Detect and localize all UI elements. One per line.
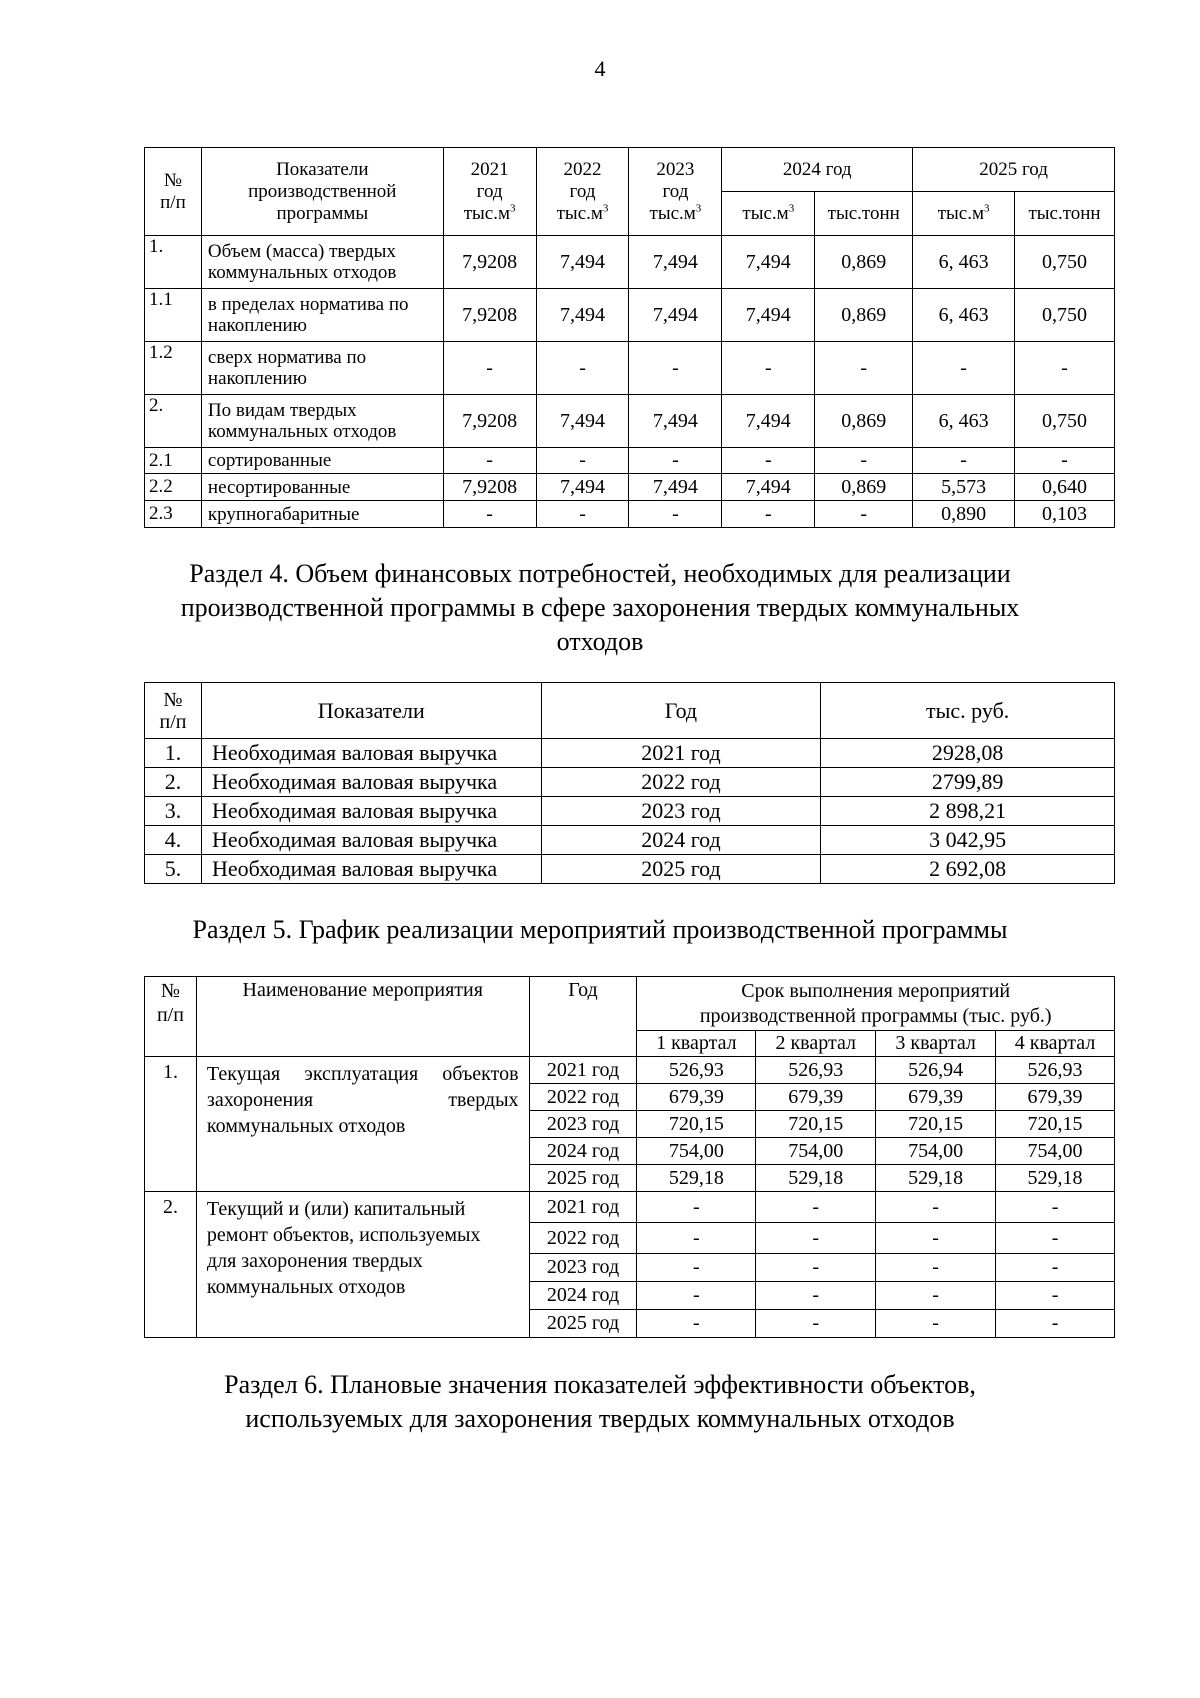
cell-value: 526,93	[756, 1057, 876, 1084]
cell-value: -	[815, 448, 913, 474]
activity-name-line: Текущий и (или) капитальный	[206, 1198, 466, 1220]
table-row	[145, 501, 1115, 528]
cell-value: 7,9208	[443, 236, 536, 289]
cell-value: 529,18	[996, 1165, 1115, 1192]
table-row	[145, 826, 1115, 855]
cell-value: -	[756, 1282, 876, 1310]
cell-value: -	[536, 448, 629, 474]
cell-value: 7,494	[722, 289, 815, 342]
page-number: 4	[594, 56, 606, 81]
table-row	[145, 395, 1115, 448]
activity-name-line: Текущая эксплуатация объектов	[206, 1063, 519, 1085]
cell-value: 679,39	[876, 1084, 996, 1111]
table-row	[145, 855, 1115, 884]
col-header-term: Срок выполнения мероприятий производственной программы (тыс. руб.)	[637, 977, 1115, 1031]
cell-value: -	[1015, 342, 1115, 395]
cell-value: -	[876, 1223, 996, 1254]
col-header-2024: 2024 год	[722, 148, 913, 192]
col-header-q4: 4 квартал	[996, 1031, 1115, 1057]
col-header-2025: 2025 год	[913, 148, 1115, 192]
cell-value: 0,750	[1015, 395, 1115, 448]
row-number: 4.	[145, 826, 202, 855]
cell-value: 7,9208	[443, 289, 536, 342]
cell-value: -	[996, 1223, 1115, 1254]
row-number: 2.1	[145, 448, 202, 474]
section-5-title: Раздел 5. График реализации мероприятий производственной программы	[192, 915, 1008, 944]
unit-header-tonnes: тыс.тонн	[815, 192, 913, 236]
col-header-q3: 3 квартал	[876, 1031, 996, 1057]
cell-value: 754,00	[996, 1138, 1115, 1165]
cell-value: -	[876, 1192, 996, 1223]
activity-name	[196, 1057, 529, 1192]
cell-value: -	[756, 1192, 876, 1223]
table-row	[145, 289, 1115, 342]
row-year: 2022 год	[541, 768, 821, 797]
col-header-year: Год	[541, 683, 821, 739]
cell-value: 679,39	[756, 1084, 876, 1111]
cell-value: -	[722, 448, 815, 474]
section-4-title: Раздел 4. Объем финансовых потребностей, необходимых для реализации производственной программы в сфере захоронения твердых коммунальных отходов	[180, 559, 1020, 656]
row-number: 2.	[145, 768, 202, 797]
cell-value: 7,494	[536, 395, 629, 448]
cell-value: 7,494	[536, 236, 629, 289]
cell-value: 720,15	[637, 1111, 756, 1138]
activity-name-line: коммунальных отходов	[206, 1276, 406, 1298]
cell-value: -	[756, 1223, 876, 1254]
cell-value: 6, 463	[913, 236, 1015, 289]
row-year: 2025 год	[529, 1310, 637, 1338]
table-row	[145, 342, 1115, 395]
row-label: в пределах норматива по накоплению	[201, 289, 443, 342]
row-number: 1.	[145, 1057, 197, 1192]
cell-value: -	[756, 1254, 876, 1282]
activity-name	[196, 1192, 529, 1338]
cell-value: 526,93	[996, 1057, 1115, 1084]
cell-value: -	[443, 501, 536, 528]
cell-value: -	[637, 1254, 756, 1282]
col-header-q2: 2 квартал	[756, 1031, 876, 1057]
cell-value: 529,18	[637, 1165, 756, 1192]
cell-value: -	[629, 501, 722, 528]
cell-value: -	[536, 342, 629, 395]
schedule-table	[144, 976, 1115, 1338]
row-number: 2.3	[145, 501, 202, 528]
cell-value: 529,18	[756, 1165, 876, 1192]
cell-value: 0,750	[1015, 236, 1115, 289]
table-row	[145, 1192, 1115, 1223]
cell-value: -	[876, 1310, 996, 1338]
row-year: 2024 год	[541, 826, 821, 855]
cell-value: -	[629, 342, 722, 395]
col-header-2021: 2021 год $тыс.м^3$	[443, 148, 536, 236]
cell-value: -	[876, 1254, 996, 1282]
table-row	[145, 236, 1115, 289]
row-number: 1.2	[145, 342, 202, 395]
cell-value: 0,869	[815, 236, 913, 289]
cell-value: 7,9208	[443, 395, 536, 448]
row-year: 2025 год	[541, 855, 821, 884]
col-header-num: № п/п	[145, 148, 202, 236]
cell-value: -	[996, 1282, 1115, 1310]
row-label: сортированные	[201, 448, 443, 474]
cell-value: 7,494	[536, 289, 629, 342]
row-value: 2 692,08	[821, 855, 1115, 884]
cell-value: 6, 463	[913, 289, 1015, 342]
activity-name-line: ремонт объектов, используемых	[206, 1224, 481, 1246]
table-row	[145, 739, 1115, 768]
row-number: 2.	[145, 395, 202, 448]
row-year: 2024 год	[529, 1282, 637, 1310]
table-row	[145, 1057, 1115, 1084]
cell-value: 7,494	[629, 289, 722, 342]
cell-value: 7,494	[536, 474, 629, 501]
cell-value: 754,00	[876, 1138, 996, 1165]
col-header-indicator: Показатели	[201, 683, 541, 739]
cell-value: 754,00	[756, 1138, 876, 1165]
cell-value: -	[815, 501, 913, 528]
cell-value: -	[756, 1310, 876, 1338]
cell-value: -	[913, 342, 1015, 395]
table-row	[145, 768, 1115, 797]
financial-needs-table	[144, 682, 1115, 884]
row-label: несортированные	[201, 474, 443, 501]
cell-value: 679,39	[637, 1084, 756, 1111]
row-year: 2023 год	[529, 1111, 637, 1138]
cell-value: -	[996, 1254, 1115, 1282]
row-number: 5.	[145, 855, 202, 884]
row-number: 1.	[145, 739, 202, 768]
cell-value: 720,15	[756, 1111, 876, 1138]
row-year: 2024 год	[529, 1138, 637, 1165]
cell-value: -	[637, 1223, 756, 1254]
cell-value: 7,494	[629, 236, 722, 289]
table-row	[145, 474, 1115, 501]
cell-value: 720,15	[876, 1111, 996, 1138]
row-year: 2022 год	[529, 1223, 637, 1254]
cell-value: 0,103	[1015, 501, 1115, 528]
cell-value: 526,93	[637, 1057, 756, 1084]
col-header-2023: 2023 год $тыс.м^3$	[629, 148, 722, 236]
row-value: 3 042,95	[821, 826, 1115, 855]
cell-value: 679,39	[996, 1084, 1115, 1111]
row-number: 2.	[145, 1192, 197, 1338]
cell-value: -	[722, 501, 815, 528]
col-header-q1: 1 квартал	[637, 1031, 756, 1057]
row-number: 2.2	[145, 474, 202, 501]
cell-value: -	[1015, 448, 1115, 474]
row-label: По видам твердых коммунальных отходов	[201, 395, 443, 448]
cell-value: -	[443, 342, 536, 395]
row-label: Необходимая валовая выручка	[201, 739, 541, 768]
cell-value: 720,15	[996, 1111, 1115, 1138]
col-header-num: № п/п	[145, 977, 197, 1057]
cell-value: 7,494	[629, 474, 722, 501]
cell-value: -	[637, 1192, 756, 1223]
production-program-table	[144, 147, 1115, 528]
row-year: 2021 год	[541, 739, 821, 768]
col-header-value: тыс. руб.	[821, 683, 1115, 739]
row-label: Объем (масса) твердых коммунальных отходов	[201, 236, 443, 289]
section-6-title: Раздел 6. Плановые значения показателей эффективности объектов, используемых для захоронения твердых коммунальных отходов	[224, 1370, 976, 1433]
row-label: Необходимая валовая выручка	[201, 855, 541, 884]
col-header-2022: 2022 год $тыс.м^3$	[536, 148, 629, 236]
row-value: 2 898,21	[821, 797, 1115, 826]
cell-value: 0,869	[815, 474, 913, 501]
row-value: 2928,08	[821, 739, 1115, 768]
activity-name-line: захоронения твердых	[206, 1089, 519, 1111]
cell-value: 5,573	[913, 474, 1015, 501]
col-header-indicator: Показатели производственной программы	[201, 148, 443, 236]
cell-value: -	[996, 1192, 1115, 1223]
row-year: 2022 год	[529, 1084, 637, 1111]
unit-header-m3: $тыс.м^3$	[722, 192, 815, 236]
cell-value: 7,494	[722, 474, 815, 501]
row-year: 2023 год	[541, 797, 821, 826]
col-header-name: Наименование мероприятия	[196, 977, 529, 1057]
cell-value: 754,00	[637, 1138, 756, 1165]
row-year: 2025 год	[529, 1165, 637, 1192]
col-header-num: № п/п	[145, 683, 202, 739]
cell-value: -	[536, 501, 629, 528]
activity-name-line: для захоронения твердых	[206, 1250, 423, 1272]
row-number: 3.	[145, 797, 202, 826]
activity-name-line: коммунальных отходов	[206, 1115, 406, 1137]
row-label: Необходимая валовая выручка	[201, 768, 541, 797]
cell-value: -	[629, 448, 722, 474]
row-label: сверх норматива по накоплению	[201, 342, 443, 395]
cell-value: 0,869	[815, 395, 913, 448]
cell-value: 7,494	[722, 395, 815, 448]
cell-value: -	[443, 448, 536, 474]
row-year: 2021 год	[529, 1057, 637, 1084]
row-number: 1.1	[145, 289, 202, 342]
cell-value: -	[722, 342, 815, 395]
row-value: 2799,89	[821, 768, 1115, 797]
row-label: Необходимая валовая выручка	[201, 826, 541, 855]
unit-header-tonnes: тыс.тонн	[1015, 192, 1115, 236]
cell-value: 0,869	[815, 289, 913, 342]
cell-value: 7,494	[722, 236, 815, 289]
row-label: крупногабаритные	[201, 501, 443, 528]
cell-value: -	[996, 1310, 1115, 1338]
cell-value: 7,9208	[443, 474, 536, 501]
cell-value: 0,890	[913, 501, 1015, 528]
cell-value: -	[913, 448, 1015, 474]
cell-value: 526,94	[876, 1057, 996, 1084]
cell-value: -	[637, 1310, 756, 1338]
cell-value: 529,18	[876, 1165, 996, 1192]
unit-header-m3: $тыс.м^3$	[913, 192, 1015, 236]
cell-value: 0,750	[1015, 289, 1115, 342]
table-row	[145, 797, 1115, 826]
cell-value: 7,494	[629, 395, 722, 448]
row-label: Необходимая валовая выручка	[201, 797, 541, 826]
cell-value: 6, 463	[913, 395, 1015, 448]
cell-value: 0,640	[1015, 474, 1115, 501]
cell-value: -	[815, 342, 913, 395]
row-year: 2021 год	[529, 1192, 637, 1223]
row-number: 1.	[145, 236, 202, 289]
cell-value: -	[876, 1282, 996, 1310]
table-row	[145, 448, 1115, 474]
row-year: 2023 год	[529, 1254, 637, 1282]
cell-value: -	[637, 1282, 756, 1310]
col-header-year: Год	[529, 977, 637, 1057]
